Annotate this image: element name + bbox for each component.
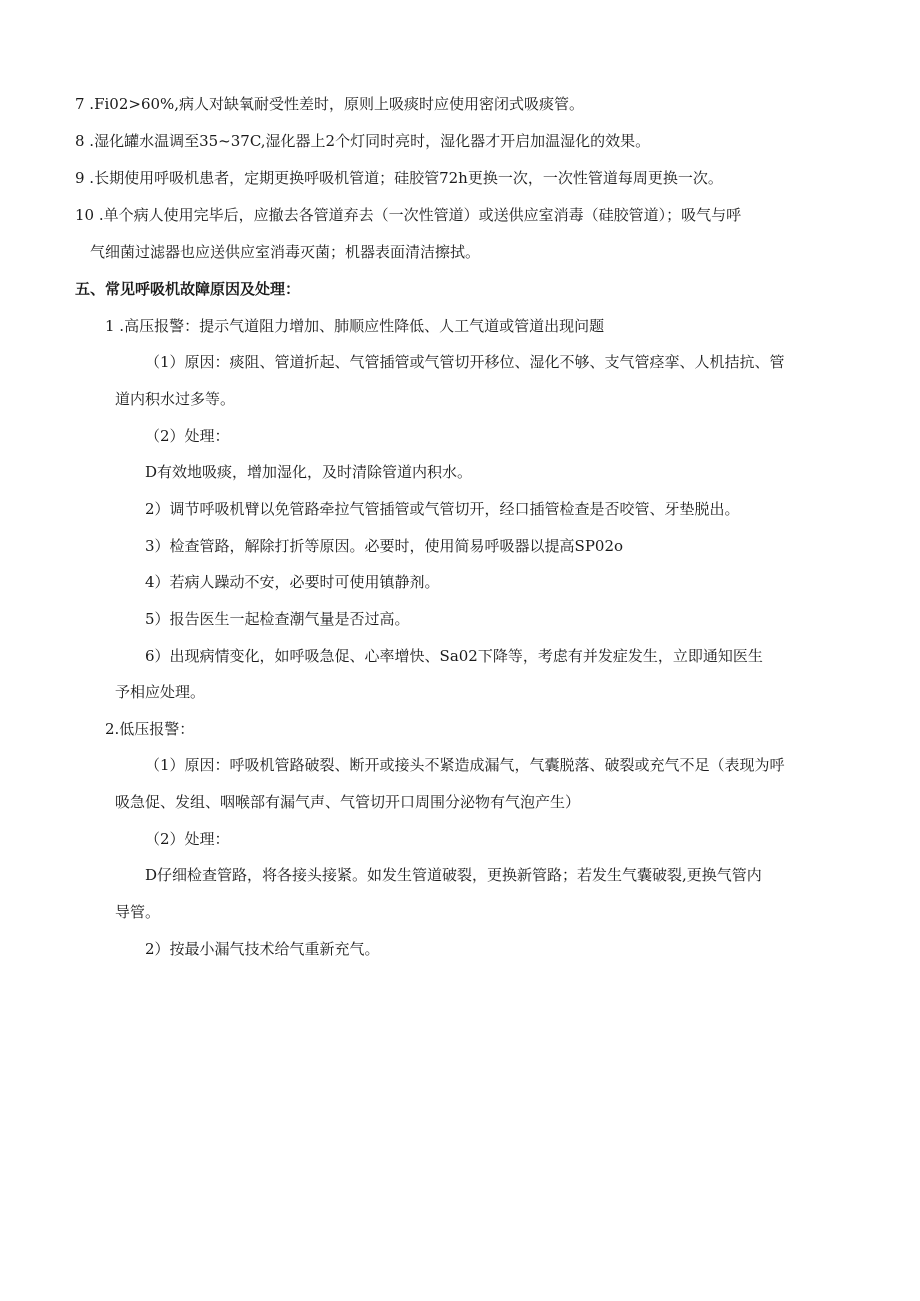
item-7-fio2-suction: 7 .Fi02>60%,病人对缺氧耐受性差时，原则上吸痰时应使用密闭式吸痰管。 xyxy=(75,95,585,113)
item-10-disinfection-line1: 10 .单个病人使用完毕后，应撤去各管道弃去（一次性管道）或送供应室消毒（硅胶管道）；吸气与呼 xyxy=(75,206,742,224)
high-pressure-treatment-label: （2）处理： xyxy=(145,427,230,445)
low-pressure-alarm-heading: 2.低压报警： xyxy=(105,720,195,738)
low-pressure-cause-line2: 吸急促、发组、咽喉部有漏气声、气管切开口周围分泌物有气泡产生） xyxy=(115,793,581,811)
high-pressure-cause-line2: 道内积水过多等。 xyxy=(115,390,236,408)
low-pressure-cause-line1: （1）原因：呼吸机管路破裂、断开或接头不紧造成漏气，气囊脱落、破裂或充气不足（表现为呼 xyxy=(145,756,785,774)
item-8-humidifier-temp: 8 .湿化罐水温调至35~37C,湿化器上2个灯同时亮时，湿化器才开启加温湿化的效果。 xyxy=(75,132,651,150)
high-pressure-step-2: 2）调节呼吸机臂以免管路牵拉气管插管或气管切开，经口插管检查是否咬管、牙垫脱出。 xyxy=(145,500,740,518)
low-pressure-step-1-line2: 导管。 xyxy=(115,903,161,921)
low-pressure-step-2: 2）按最小漏气技术给气重新充气。 xyxy=(145,940,380,958)
section-5-heading: 五、常见呼吸机故障原因及处理： xyxy=(75,280,301,298)
item-10-disinfection-line2: 气细菌过滤器也应送供应室消毒灭菌；机器表面清洁擦拭。 xyxy=(90,243,481,261)
low-pressure-step-1-line1: D仔细检查管路，将各接头接紧。如发生管道破裂，更换新管路；若发生气囊破裂,更换气管内 xyxy=(145,866,762,884)
high-pressure-step-6-line2: 予相应处理。 xyxy=(115,683,206,701)
high-pressure-alarm-heading: 1 .高压报警：提示气道阻力增加、肺顺应性降低、人工气道或管道出现问题 xyxy=(105,317,605,335)
high-pressure-cause-line1: （1）原因：痰阻、管道折起、气管插管或气管切开移位、湿化不够、支气管痉挛、人机拮抗、管 xyxy=(145,353,785,371)
item-9-tube-replacement: 9 .长期使用呼吸机患者，定期更换呼吸机管道；硅胶管72h更换一次，一次性管道每周更换一次。 xyxy=(75,169,723,187)
high-pressure-step-5: 5）报告医生一起检查潮气量是否过高。 xyxy=(145,610,410,628)
high-pressure-step-3: 3）检查管路，解除打折等原因。必要时，使用简易呼吸器以提高SP02o xyxy=(145,537,624,555)
high-pressure-step-4: 4）若病人躁动不安，必要时可使用镇静剂。 xyxy=(145,573,440,591)
high-pressure-step-6-line1: 6）出现病情变化，如呼吸急促、心率增快、Sa02下降等，考虑有并发症发生，立即通知医生 xyxy=(145,647,763,665)
low-pressure-treatment-label: （2）处理： xyxy=(145,830,230,848)
high-pressure-step-1: D有效地吸痰，增加湿化，及时清除管道内积水。 xyxy=(145,463,473,481)
